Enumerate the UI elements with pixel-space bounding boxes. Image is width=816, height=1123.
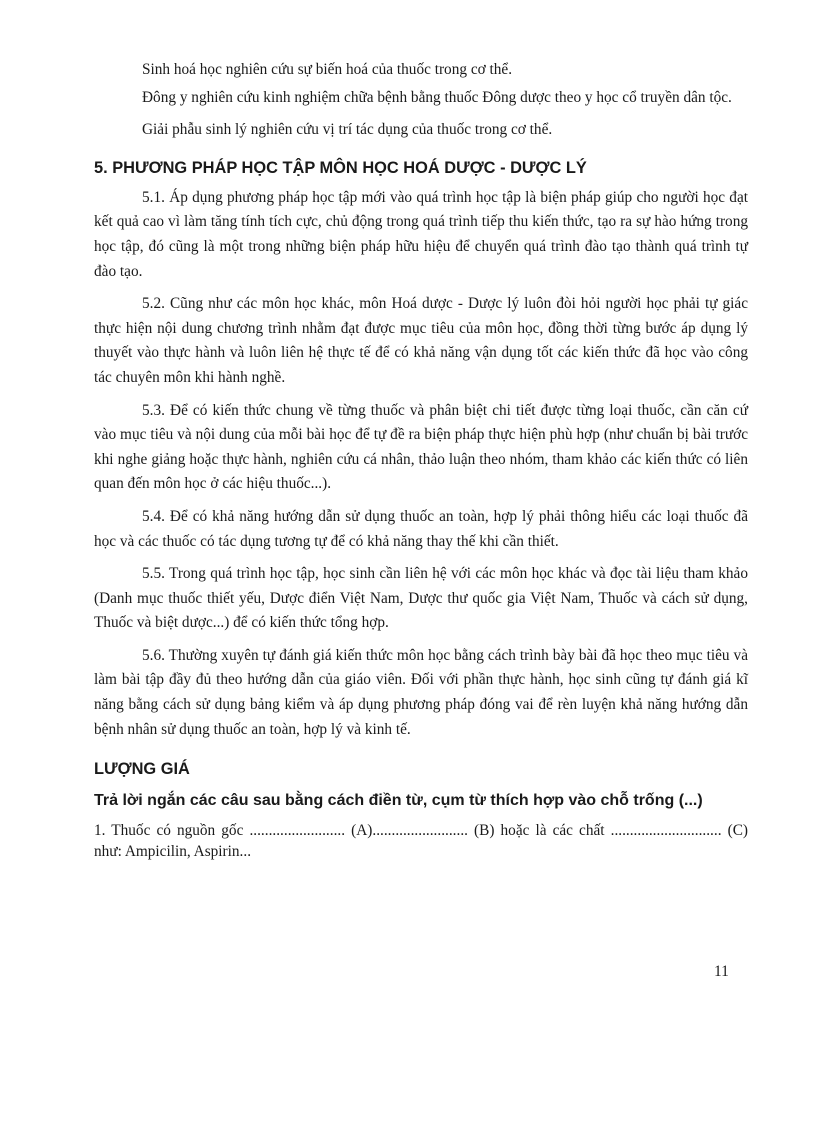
evaluation-instruction: Trả lời ngắn các câu sau bằng cách điền từ, cụm từ thích hợp vào chỗ trống (...) bbox=[94, 792, 703, 810]
paragraph-5-4: 5.4. Để có khả năng hướng dẫn sử dụng thuốc an toàn, hợp lý phải thông hiểu các loại thuốc đã học và các thuốc có tác dụng tương tự để có khả năng thay thế khi cần thiết. bbox=[94, 507, 748, 550]
question-1: 1. Thuốc có nguồn gốc ......................... (A)......................... (B) hoặc là các chất ............................. (C) như: Ampicilin, Aspirin... bbox=[94, 822, 748, 861]
paragraph-5-2: 5.2. Cũng như các môn học khác, môn Hoá dược - Dược lý luôn đòi hỏi người học phải tự giác thực hiện nội dung chương trình nhằm đạt được mục tiêu của môn học, đồng thời từng bước áp dụng lý thuyết vào thực hành và luôn liên hệ thực tế để có khả năng vận dụng tốt các kiến thức đã học vào công tác chuyên môn khi hành nghề. bbox=[94, 295, 748, 386]
paragraph-5-5: 5.5. Trong quá trình học tập, học sinh cần liên hệ với các môn học khác và đọc tài liệu tham khảo (Danh mục thuốc thiết yếu, Dược điển Việt Nam, Dược thư quốc gia Việt Nam, Thuốc và cách sử dụng, Thuốc và biệt dược...) để có kiến thức tổng hợp. bbox=[94, 565, 748, 632]
section-5-heading: 5. PHƯƠNG PHÁP HỌC TẬP MÔN HỌC HOÁ DƯỢC - DƯỢC LÝ bbox=[94, 158, 587, 177]
document-page bbox=[94, 58, 748, 862]
intro-paragraph-2: Đông y nghiên cứu kinh nghiệm chữa bệnh bằng thuốc Đông dược theo y học cổ truyền dân tộc. bbox=[142, 88, 732, 106]
paragraph-5-1: 5.1. Áp dụng phương pháp học tập mới vào quá trình học tập là biện pháp giúp cho người học đạt kết quả cao vì làm tăng tính tích cực, chủ động trong quá trình tiếp thu kiến thức, tạo ra sự hào hứng trong học tập, đó cũng là một trong những biện pháp hữu hiệu để chuyển quá trình đào tạo thành quá trình tự đào tạo. bbox=[94, 188, 748, 280]
page-number: 11 bbox=[714, 963, 729, 980]
evaluation-heading: LƯỢNG GIÁ bbox=[94, 760, 190, 779]
paragraph-5-3: 5.3. Để có kiến thức chung về từng thuốc và phân biệt chi tiết được từng loại thuốc, cần căn cứ vào mục tiêu và nội dung của mỗi bài học để tự đề ra biện pháp thực hiện phù hợp (như chuẩn bị bài trước khi nghe giảng hoặc thực hành, nghiên cứu cá nhân, thảo luận theo nhóm, tham khảo các kiến thức có liên quan đến môn học ở các hiệu thuốc...). bbox=[94, 401, 748, 493]
paragraph-5-6: 5.6. Thường xuyên tự đánh giá kiến thức môn học bằng cách trình bày bài đã học theo mục tiêu và làm bài tập đầy đủ theo hướng dẫn của giáo viên. Đối với phần thực hành, học sinh cũng tự đánh giá kĩ năng bằng cách sử dụng bảng kiểm và áp dụng phương pháp đóng vai để rèn luyện khả năng hướng dẫn bệnh nhân sử dụng thuốc an toàn, hợp lý và kinh tế. bbox=[94, 646, 748, 738]
intro-paragraph-3: Giải phẫu sinh lý nghiên cứu vị trí tác dụng của thuốc trong cơ thể. bbox=[142, 121, 553, 139]
intro-paragraph-1: Sinh hoá học nghiên cứu sự biến hoá của thuốc trong cơ thể. bbox=[142, 61, 513, 78]
